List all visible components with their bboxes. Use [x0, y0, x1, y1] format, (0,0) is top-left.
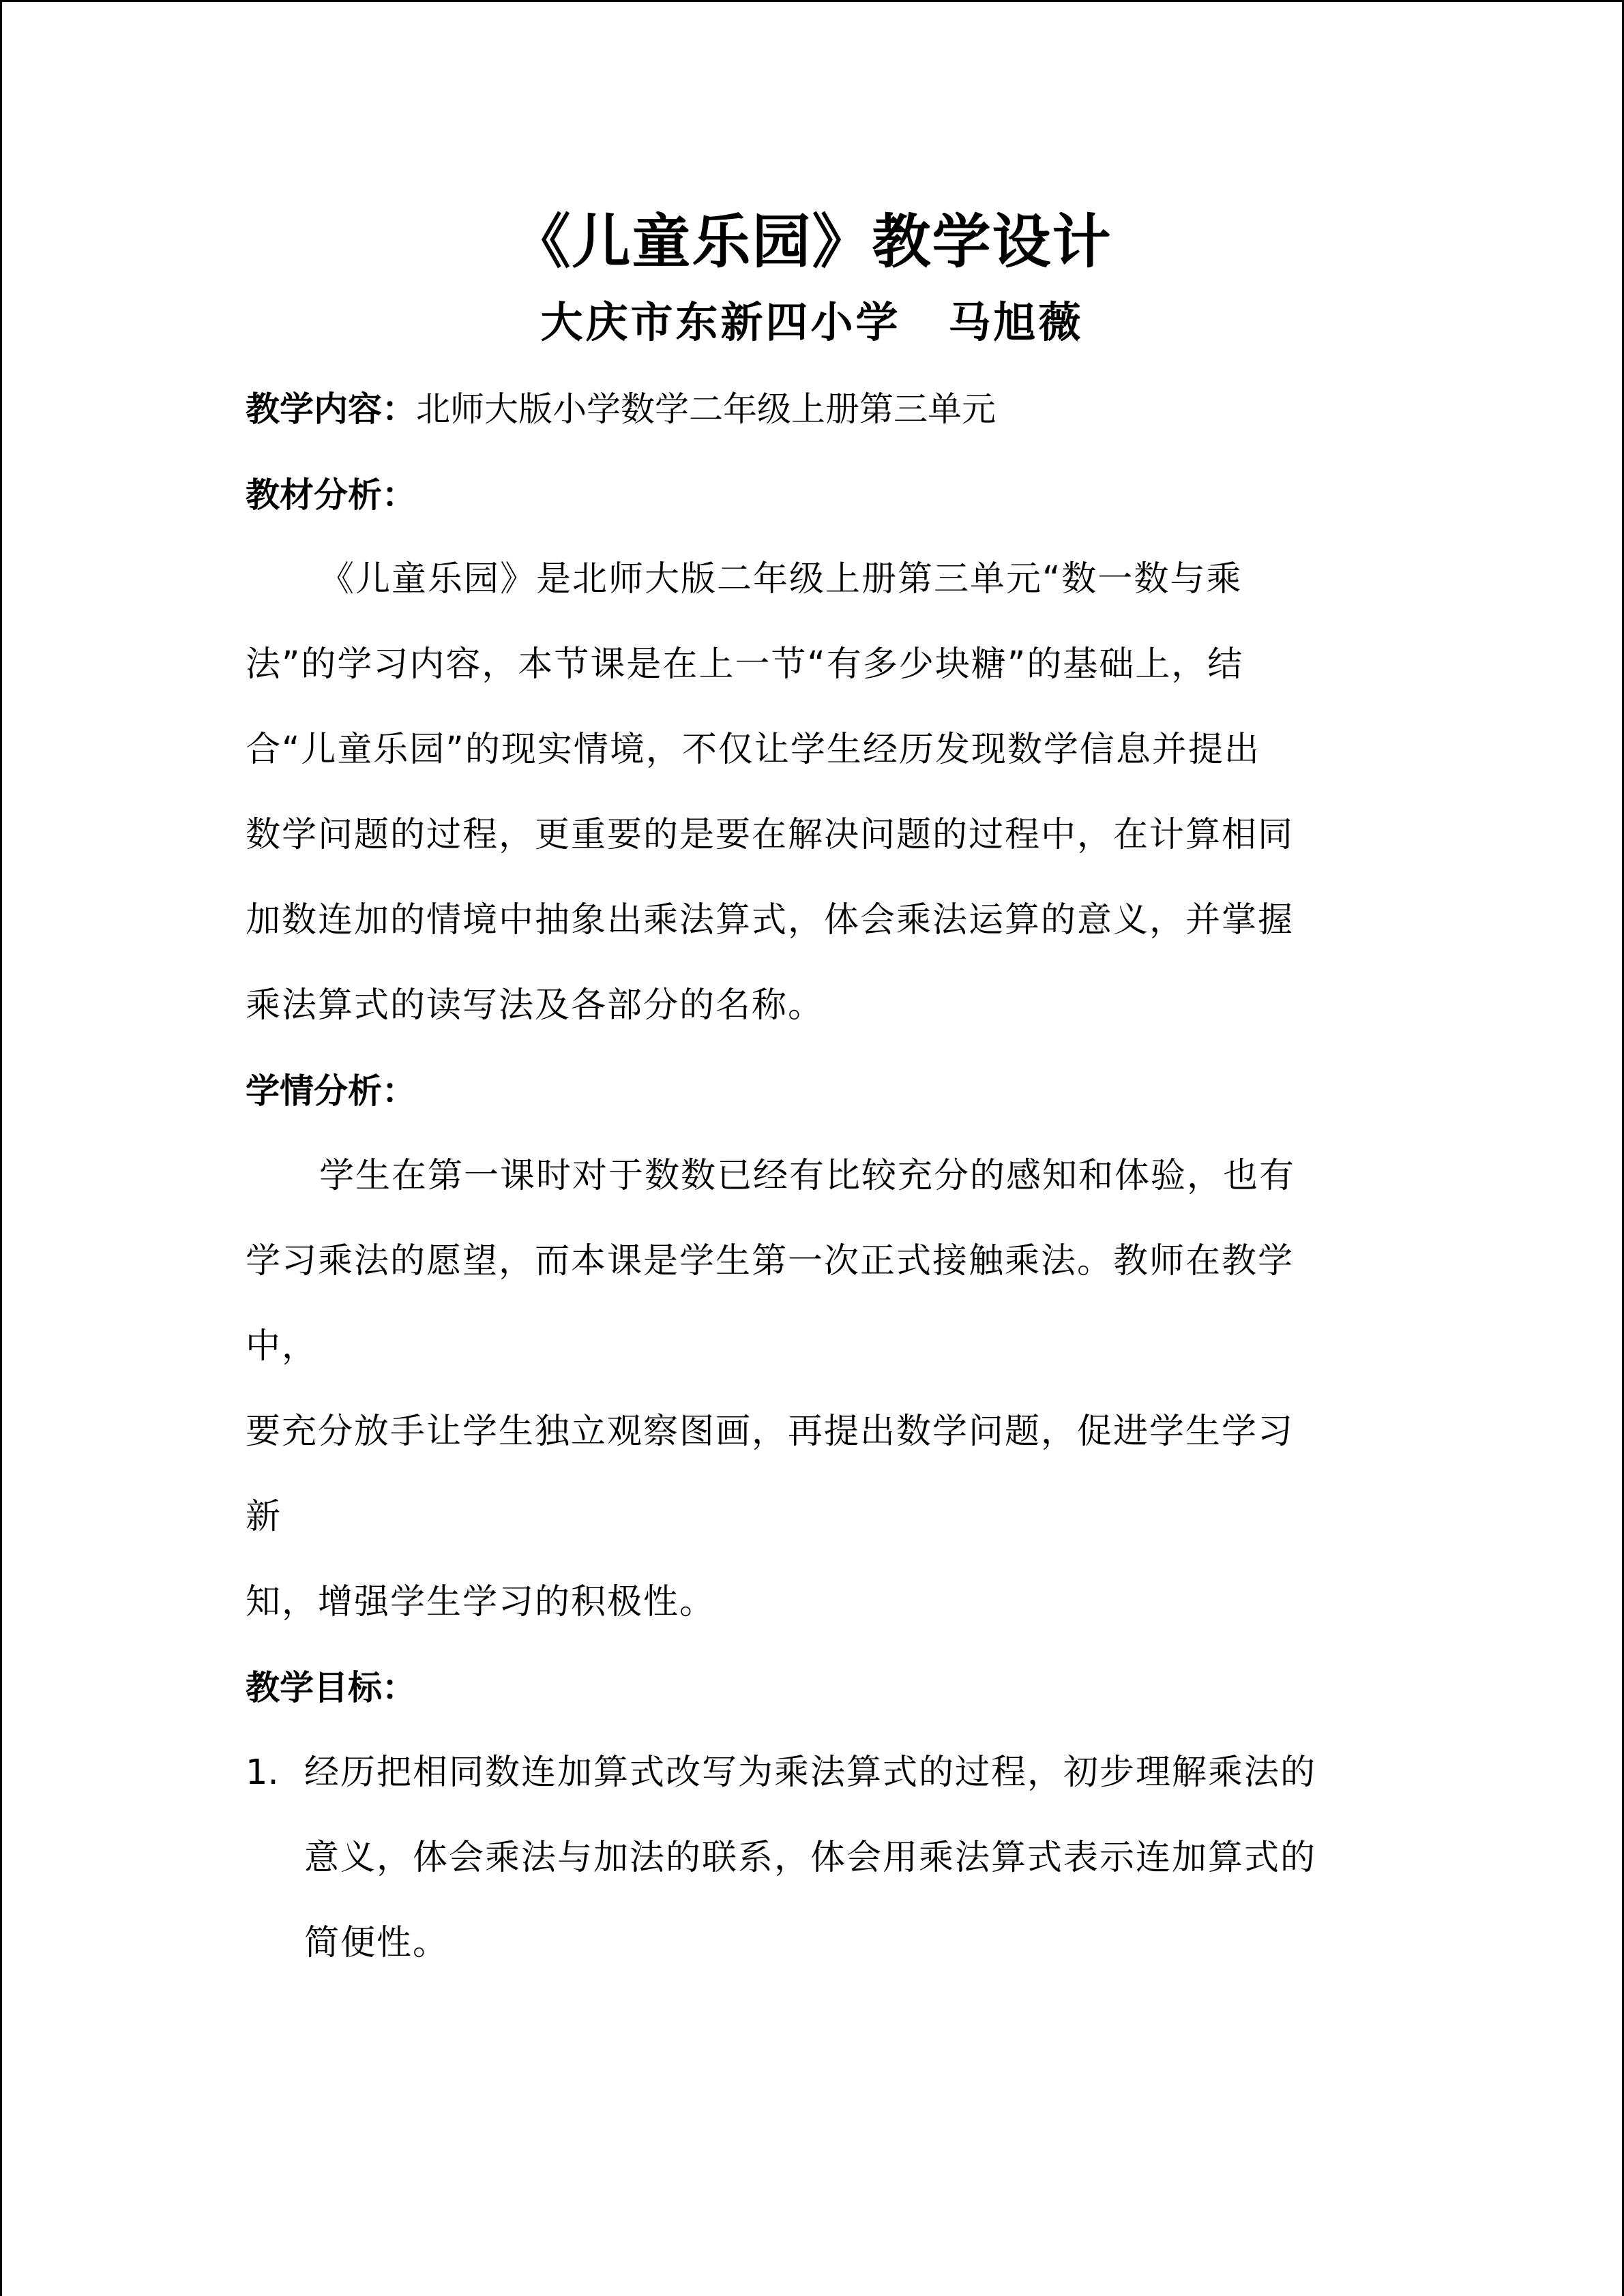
textbook-analysis-line: 《儿童乐园》是北师大版二年级上册第三单元“数一数与乘: [319, 559, 1243, 599]
student-analysis-line: 要充分放手让学生独立观察图画，再提出数学问题，促进学生学习: [246, 1412, 1295, 1452]
author-name: 马旭薇: [948, 297, 1084, 347]
textbook-analysis-heading: 教材分析：: [246, 475, 416, 515]
teaching-content-label: 教学内容：: [246, 389, 416, 429]
student-analysis-heading: 学情分析：: [246, 1071, 416, 1111]
goal-number: 1.: [246, 1753, 279, 1793]
textbook-analysis-line: 乘法算式的读写法及各部分的名称。: [246, 985, 825, 1026]
textbook-analysis-line: 法”的学习内容，本节课是在上一节“有多少块糖”的基础上，结: [246, 644, 1244, 685]
textbook-analysis-line: 数学问题的过程，更重要的是要在解决问题的过程中，在计算相同: [246, 815, 1295, 855]
document-byline: [0, 292, 1624, 353]
student-analysis-line: 中，: [246, 1326, 319, 1367]
student-analysis-line: 学习乘法的愿望，而本课是学生第一次正式接触乘法。教师在教学: [246, 1241, 1295, 1281]
school-name: 大庆市东新四小学: [540, 297, 901, 347]
document-title: 《儿童乐园》教学设计: [512, 208, 1112, 276]
student-analysis-line: 新: [246, 1497, 282, 1537]
teaching-content-value: 北师大版小学数学二年级上册第三单元: [416, 389, 996, 429]
goal-line: 经历把相同数连加算式改写为乘法算式的过程，初步理解乘法的: [304, 1753, 1317, 1793]
goal-line: 简便性。: [304, 1923, 449, 1963]
student-analysis-line: 知，增强学生学习的积极性。: [246, 1582, 716, 1622]
page-border-top: [0, 0, 1624, 2]
student-analysis-line: 学生在第一课时对于数数已经有比较充分的感知和体验，也有: [319, 1156, 1296, 1196]
textbook-analysis-line: 加数连加的情境中抽象出乘法算式，体会乘法运算的意义，并掌握: [246, 900, 1295, 940]
textbook-analysis-line: 合“儿童乐园”的现实情境，不仅让学生经历发现数学信息并提出: [246, 730, 1260, 770]
goal-line: 意义，体会乘法与加法的联系，体会用乘法算式表示连加算式的: [304, 1838, 1317, 1878]
teaching-goals-heading: 教学目标：: [246, 1668, 416, 1708]
teaching-content-line: [246, 382, 996, 436]
